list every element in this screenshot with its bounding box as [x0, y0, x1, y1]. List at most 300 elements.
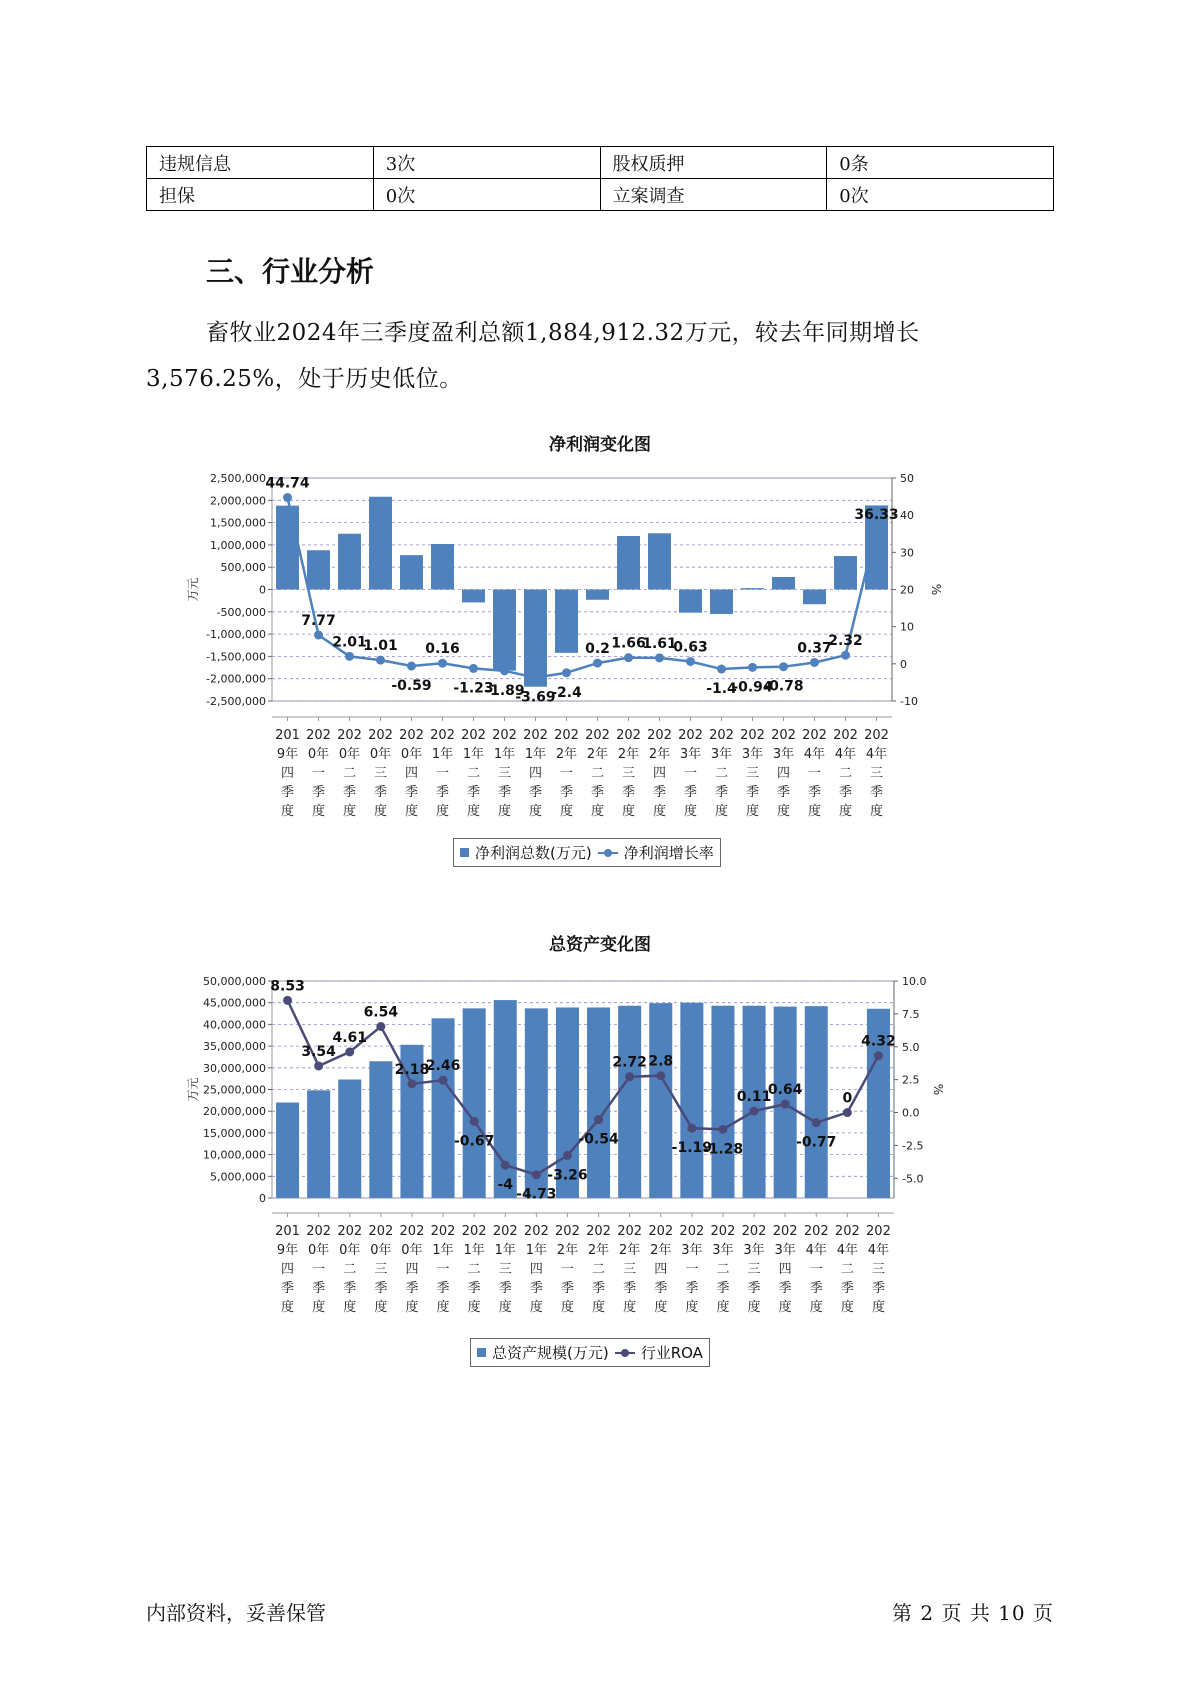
x-tick-label: 四 [778, 1262, 792, 1277]
bar [463, 1008, 486, 1198]
line-point [717, 665, 726, 674]
data-label: 8.53 [270, 978, 305, 995]
data-label: -1.89 [484, 682, 525, 699]
data-label: -2.4 [551, 684, 582, 701]
y-axis-title: 万元 [186, 1077, 200, 1102]
data-label: 7.77 [301, 612, 336, 629]
line-point [779, 662, 788, 671]
bar [307, 550, 330, 589]
x-tick-label: 3年 [681, 1243, 703, 1258]
y2-tick-label: 2.5 [902, 1073, 920, 1087]
x-tick-label: 四 [776, 766, 791, 781]
table-cell-label: 担保 [147, 179, 374, 211]
x-tick-label: 202 [492, 1224, 518, 1239]
x-tick-label: 季 [559, 785, 574, 800]
x-tick-label: 202 [337, 1224, 363, 1239]
line-point [625, 1072, 634, 1081]
x-tick-label: 201 [275, 728, 300, 743]
data-label: -1.23 [453, 680, 494, 697]
x-tick-label: 202 [710, 1224, 736, 1239]
bar [369, 497, 392, 590]
x-tick-label: 三 [747, 1262, 761, 1277]
x-tick-label: 202 [679, 1224, 705, 1239]
x-tick-label: 202 [740, 728, 765, 743]
data-label: 0.64 [767, 1082, 803, 1099]
x-tick-label: 季 [714, 785, 729, 800]
legend-bar-swatch [477, 1348, 486, 1357]
x-tick-label: 一 [311, 766, 326, 781]
bar [276, 1103, 299, 1198]
line-point [810, 658, 819, 667]
x-tick-label: 季 [838, 785, 853, 800]
data-label: -3.26 [547, 1167, 588, 1184]
table-cell-value: 0次 [827, 179, 1054, 211]
chart-legend [470, 1338, 710, 1367]
x-tick-label: 四 [654, 1262, 668, 1277]
bar [834, 556, 857, 589]
line-point [593, 659, 602, 668]
x-tick-label: 度 [590, 804, 605, 819]
data-label: 1.61 [642, 635, 677, 652]
x-tick-label: 2年 [648, 747, 671, 762]
x-tick-label: 2年 [617, 747, 640, 762]
x-tick-label: 1年 [432, 1243, 454, 1258]
y2-tick-label: 30 [900, 546, 914, 560]
x-tick-label: 季 [716, 1281, 730, 1296]
x-tick-label: 3年 [679, 747, 702, 762]
x-tick-label: 度 [498, 1300, 512, 1315]
legend-label: 总资产规模(万元) [492, 1344, 609, 1362]
x-tick-label: 二 [467, 1262, 481, 1277]
x-tick-label: 202 [368, 728, 393, 743]
x-tick-label: 二 [838, 766, 853, 781]
line-point [656, 1071, 665, 1080]
chart-title: 净利润变化图 [549, 435, 651, 455]
line-point [283, 996, 292, 1005]
line-point [470, 1117, 479, 1126]
table-cell-label: 股权质押 [600, 147, 827, 179]
data-label: 0 [842, 1090, 853, 1107]
x-tick-label: 季 [592, 1281, 606, 1296]
x-tick-label: 202 [802, 728, 827, 743]
x-tick-label: 度 [745, 804, 760, 819]
x-tick-label: 一 [312, 1262, 326, 1277]
x-tick-label: 一 [436, 1262, 450, 1277]
line-point [407, 662, 416, 671]
x-tick-label: 季 [280, 785, 295, 800]
bar [307, 1090, 330, 1198]
x-tick-label: 季 [311, 785, 326, 800]
data-label: 0.16 [425, 641, 460, 658]
x-tick-label: 季 [498, 1281, 512, 1296]
x-tick-label: 季 [373, 785, 388, 800]
x-tick-label: 202 [461, 728, 486, 743]
x-tick-label: 0年 [338, 747, 361, 762]
x-tick-label: 4年 [865, 747, 888, 762]
y-tick-label: 10,000,000 [203, 1148, 266, 1162]
x-tick-label: 202 [866, 1224, 891, 1239]
x-tick-label: 四 [528, 766, 543, 781]
data-label: -0.78 [763, 678, 804, 695]
x-tick-label: 4年 [803, 747, 826, 762]
x-tick-label: 3年 [743, 1243, 765, 1258]
x-tick-label: 度 [560, 1300, 574, 1315]
x-tick-label: 三 [621, 766, 636, 781]
x-tick-label: 季 [529, 1281, 543, 1296]
x-tick-label: 1年 [525, 1243, 547, 1258]
x-tick-label: 季 [685, 1281, 699, 1296]
net-profit-chart-svg [180, 430, 1040, 830]
x-tick-label: 202 [554, 728, 579, 743]
section-heading: 三、行业分析 [206, 255, 375, 288]
line-point [500, 666, 509, 675]
y-tick-label: 2,000,000 [210, 494, 266, 508]
y2-axis-title: % [929, 583, 943, 596]
x-tick-label: 度 [652, 804, 667, 819]
bar [276, 506, 299, 590]
x-tick-label: 1年 [463, 1243, 485, 1258]
x-tick-label: 四 [281, 1262, 295, 1277]
x-tick-label: 季 [776, 785, 791, 800]
x-tick-label: 3年 [774, 1243, 796, 1258]
x-tick-label: 202 [833, 728, 858, 743]
data-label: 6.54 [363, 1004, 399, 1021]
line-point [314, 1061, 323, 1070]
x-tick-label: 3年 [712, 1243, 734, 1258]
data-label: -0.67 [453, 1133, 495, 1150]
x-tick-label: 度 [559, 804, 574, 819]
total-assets-chart [180, 930, 1040, 1380]
x-tick-label: 202 [461, 1224, 487, 1239]
data-label: -4.73 [516, 1186, 557, 1203]
line-point [562, 668, 571, 677]
x-tick-label: 三 [623, 1262, 637, 1277]
x-tick-label: 度 [373, 804, 388, 819]
x-tick-label: 202 [306, 1224, 332, 1239]
line-point [314, 630, 323, 639]
analysis-paragraph: 畜牧业2024年三季度盈利总额1,884,912.32万元，较去年同期增长3,576.25%，处于历史低位。 [146, 320, 920, 392]
x-tick-label: 度 [435, 804, 450, 819]
x-tick-label: 度 [374, 1300, 388, 1315]
x-tick-label: 202 [678, 728, 703, 743]
x-tick-label: 季 [652, 785, 667, 800]
x-tick-label: 季 [621, 785, 636, 800]
y-tick-label: 0 [259, 1192, 266, 1205]
data-label: 2.32 [828, 633, 863, 650]
y2-tick-label: 10.0 [902, 975, 927, 988]
x-tick-label: 四 [405, 1262, 419, 1277]
y2-tick-label: -2.5 [902, 1139, 924, 1153]
x-tick-label: 四 [529, 1262, 543, 1277]
x-tick-label: 1年 [524, 747, 547, 762]
table-cell-value: 3次 [373, 147, 600, 179]
line-point [687, 1124, 696, 1133]
chart-title: 总资产变化图 [549, 935, 651, 955]
line-point [531, 673, 540, 682]
table-cell-label: 违规信息 [147, 147, 374, 179]
footer-confidential: 内部资料，妥善保管 [146, 1601, 326, 1625]
y-tick-label: 1,500,000 [210, 516, 266, 530]
total-assets-chart-svg [180, 930, 1040, 1330]
x-tick-label: 季 [809, 1281, 823, 1296]
x-tick-label: 度 [281, 1300, 295, 1315]
data-label: -1.28 [702, 1141, 744, 1158]
x-tick-label: 202 [648, 1224, 674, 1239]
legend-line-swatch [598, 848, 618, 858]
bar [587, 1007, 610, 1198]
x-tick-label: 度 [654, 1300, 668, 1315]
y2-tick-label: 7.5 [902, 1007, 920, 1021]
x-tick-label: 四 [280, 766, 295, 781]
x-tick-label: 度 [343, 1300, 357, 1315]
x-tick-label: 202 [368, 1224, 394, 1239]
x-tick-label: 一 [809, 1262, 823, 1277]
x-tick-label: 季 [807, 785, 822, 800]
x-tick-label: 一 [807, 766, 822, 781]
x-tick-label: 1年 [462, 747, 485, 762]
x-tick-label: 度 [621, 804, 636, 819]
x-tick-label: 二 [342, 766, 357, 781]
net-profit-chart [180, 430, 1040, 880]
line-point [841, 651, 850, 660]
y-tick-label: -2,500,000 [206, 695, 266, 708]
x-tick-label: 0年 [339, 1243, 361, 1258]
y2-tick-label: 40 [900, 509, 914, 523]
x-tick-label: 9年 [276, 747, 299, 762]
x-tick-label: 季 [436, 1281, 450, 1296]
table-cell-value: 0次 [373, 179, 600, 211]
data-label: 4.32 [861, 1033, 896, 1050]
line-point [345, 652, 354, 661]
y2-tick-label: -5.0 [902, 1172, 924, 1186]
line-point [283, 493, 292, 502]
y-tick-label: 40,000,000 [203, 1018, 266, 1032]
x-tick-label: 2年 [619, 1243, 641, 1258]
y2-axis-title: % [931, 1083, 945, 1096]
bar [338, 1080, 361, 1198]
x-tick-label: 202 [430, 728, 455, 743]
y2-tick-label: -10 [900, 695, 918, 708]
data-label: 4.61 [332, 1029, 368, 1046]
x-tick-label: 度 [778, 1300, 792, 1315]
x-tick-label: 202 [586, 1224, 611, 1239]
y2-tick-label: 0.0 [902, 1106, 920, 1120]
x-tick-label: 三 [871, 1262, 885, 1277]
x-tick-label: 0年 [369, 747, 392, 762]
x-tick-label: 度 [529, 1300, 543, 1315]
line-point [718, 1125, 727, 1134]
x-tick-label: 度 [623, 1300, 637, 1315]
x-tick-label: 202 [523, 728, 548, 743]
x-tick-label: 季 [590, 785, 605, 800]
x-tick-label: 四 [652, 766, 667, 781]
x-tick-label: 0年 [400, 747, 423, 762]
y-tick-label: 35,000,000 [203, 1040, 266, 1054]
line-point [748, 663, 757, 672]
table-row [147, 147, 1054, 179]
x-tick-label: 度 [467, 1300, 481, 1315]
bar [618, 1006, 641, 1198]
x-tick-label: 202 [337, 728, 362, 743]
line-point [874, 1051, 883, 1060]
data-label: -0.77 [796, 1134, 837, 1151]
data-label: 2.72 [612, 1054, 647, 1071]
data-label: 2.01 [332, 634, 367, 651]
y-tick-label: -1,000,000 [206, 628, 266, 642]
x-tick-label: 三 [498, 1262, 512, 1277]
x-tick-label: 一 [685, 1262, 699, 1277]
line-point [812, 1118, 821, 1127]
data-label: 2.8 [648, 1053, 674, 1070]
x-tick-label: 季 [343, 1281, 357, 1296]
line-point [407, 1079, 416, 1088]
x-tick-label: 202 [306, 728, 331, 743]
x-tick-label: 度 [342, 804, 357, 819]
bar [680, 1003, 703, 1198]
data-label: 2.46 [425, 1058, 461, 1075]
x-tick-label: 二 [343, 1262, 357, 1277]
legend-label: 净利润增长率 [623, 844, 714, 862]
y-tick-label: 50,000,000 [203, 975, 266, 988]
line-point [376, 1022, 385, 1031]
x-tick-label: 季 [404, 785, 419, 800]
x-tick-label: 202 [430, 1224, 456, 1239]
bar [710, 590, 733, 615]
legend-label: 净利润总数(万元) [475, 844, 592, 862]
y-tick-label: 2,500,000 [210, 472, 266, 485]
x-tick-label: 202 [399, 1224, 425, 1239]
x-tick-label: 季 [683, 785, 698, 800]
data-label: -4 [497, 1177, 514, 1194]
info-table [146, 146, 1054, 211]
bar [711, 1006, 734, 1198]
bar [803, 590, 826, 605]
x-tick-label: 二 [466, 766, 481, 781]
line-point [376, 656, 385, 665]
x-tick-label: 四 [404, 766, 419, 781]
x-tick-label: 4年 [836, 1243, 858, 1258]
y-tick-label: -500,000 [216, 605, 266, 619]
x-tick-label: 季 [871, 1281, 885, 1296]
x-tick-label: 度 [869, 804, 884, 819]
x-tick-label: 202 [555, 1224, 580, 1239]
x-tick-label: 季 [405, 1281, 419, 1296]
x-tick-label: 三 [373, 766, 388, 781]
x-tick-label: 度 [685, 1300, 699, 1315]
y-tick-label: -1,500,000 [206, 650, 266, 664]
x-tick-label: 一 [559, 766, 574, 781]
table-cell-value: 0条 [827, 147, 1054, 179]
bar [524, 590, 547, 687]
bar [369, 1061, 392, 1198]
y2-tick-label: 50 [900, 472, 914, 485]
x-tick-label: 度 [807, 804, 822, 819]
x-tick-label: 度 [312, 1300, 326, 1315]
x-tick-label: 一 [435, 766, 450, 781]
data-label: 0.2 [585, 641, 610, 658]
y-tick-label: 45,000,000 [203, 996, 266, 1010]
x-tick-label: 三 [869, 766, 884, 781]
data-label: -3.69 [515, 689, 556, 706]
y-tick-label: 5,000,000 [210, 1170, 266, 1184]
data-label: 2.18 [394, 1061, 430, 1078]
x-tick-label: 度 [776, 804, 791, 819]
x-tick-label: 4年 [805, 1243, 827, 1258]
x-tick-label: 二 [840, 1262, 854, 1277]
x-tick-label: 202 [771, 728, 796, 743]
data-label: 0.63 [673, 639, 708, 656]
x-tick-label: 度 [716, 1300, 730, 1315]
x-tick-label: 一 [560, 1262, 574, 1277]
x-tick-label: 202 [803, 1224, 829, 1239]
x-tick-label: 0年 [308, 1243, 330, 1258]
x-tick-label: 三 [745, 766, 760, 781]
x-tick-label: 202 [617, 1224, 643, 1239]
line-point [563, 1151, 572, 1160]
bar [772, 577, 795, 589]
x-tick-label: 3年 [710, 747, 733, 762]
legend-bar-swatch [460, 848, 469, 857]
bar [805, 1006, 828, 1198]
x-tick-label: 季 [869, 785, 884, 800]
x-tick-label: 二 [714, 766, 729, 781]
x-tick-label: 202 [741, 1224, 767, 1239]
y-tick-label: 25,000,000 [203, 1083, 266, 1097]
x-tick-label: 度 [436, 1300, 450, 1315]
bar [400, 555, 423, 589]
line-point [781, 1100, 790, 1109]
x-tick-label: 1年 [494, 1243, 516, 1258]
line-point [469, 664, 478, 673]
y-tick-label: 15,000,000 [203, 1126, 266, 1140]
x-tick-label: 4年 [867, 1243, 890, 1258]
data-label: 44.74 [265, 475, 310, 492]
x-tick-label: 三 [374, 1262, 388, 1277]
y-tick-label: 30,000,000 [203, 1061, 266, 1075]
x-tick-label: 度 [280, 804, 295, 819]
data-label: 0.37 [797, 640, 832, 657]
data-label: 3.54 [301, 1043, 336, 1060]
x-tick-label: 度 [838, 804, 853, 819]
line-point [872, 524, 881, 533]
x-tick-label: 9年 [276, 1243, 299, 1258]
x-tick-label: 2年 [587, 1243, 610, 1258]
x-tick-label: 0年 [370, 1243, 392, 1258]
x-tick-label: 202 [834, 1224, 860, 1239]
x-tick-label: 度 [683, 804, 698, 819]
line-point [750, 1107, 759, 1116]
line-point [532, 1170, 541, 1179]
x-tick-label: 季 [778, 1281, 792, 1296]
x-tick-label: 季 [747, 1281, 761, 1296]
bar [617, 536, 640, 590]
bar [586, 590, 609, 600]
x-tick-label: 度 [404, 804, 419, 819]
y-tick-label: -2,000,000 [206, 672, 266, 686]
y-axis-title: 万元 [186, 577, 200, 602]
x-tick-label: 度 [809, 1300, 823, 1315]
x-tick-label: 季 [623, 1281, 637, 1296]
x-tick-label: 202 [492, 728, 517, 743]
x-tick-label: 0年 [307, 747, 330, 762]
x-tick-label: 3年 [741, 747, 764, 762]
data-label: 1.66 [611, 635, 646, 652]
x-tick-label: 202 [772, 1224, 798, 1239]
y2-tick-label: 20 [900, 583, 914, 597]
line-point [439, 1076, 448, 1085]
x-tick-label: 季 [528, 785, 543, 800]
legend-line-swatch [615, 1348, 635, 1358]
